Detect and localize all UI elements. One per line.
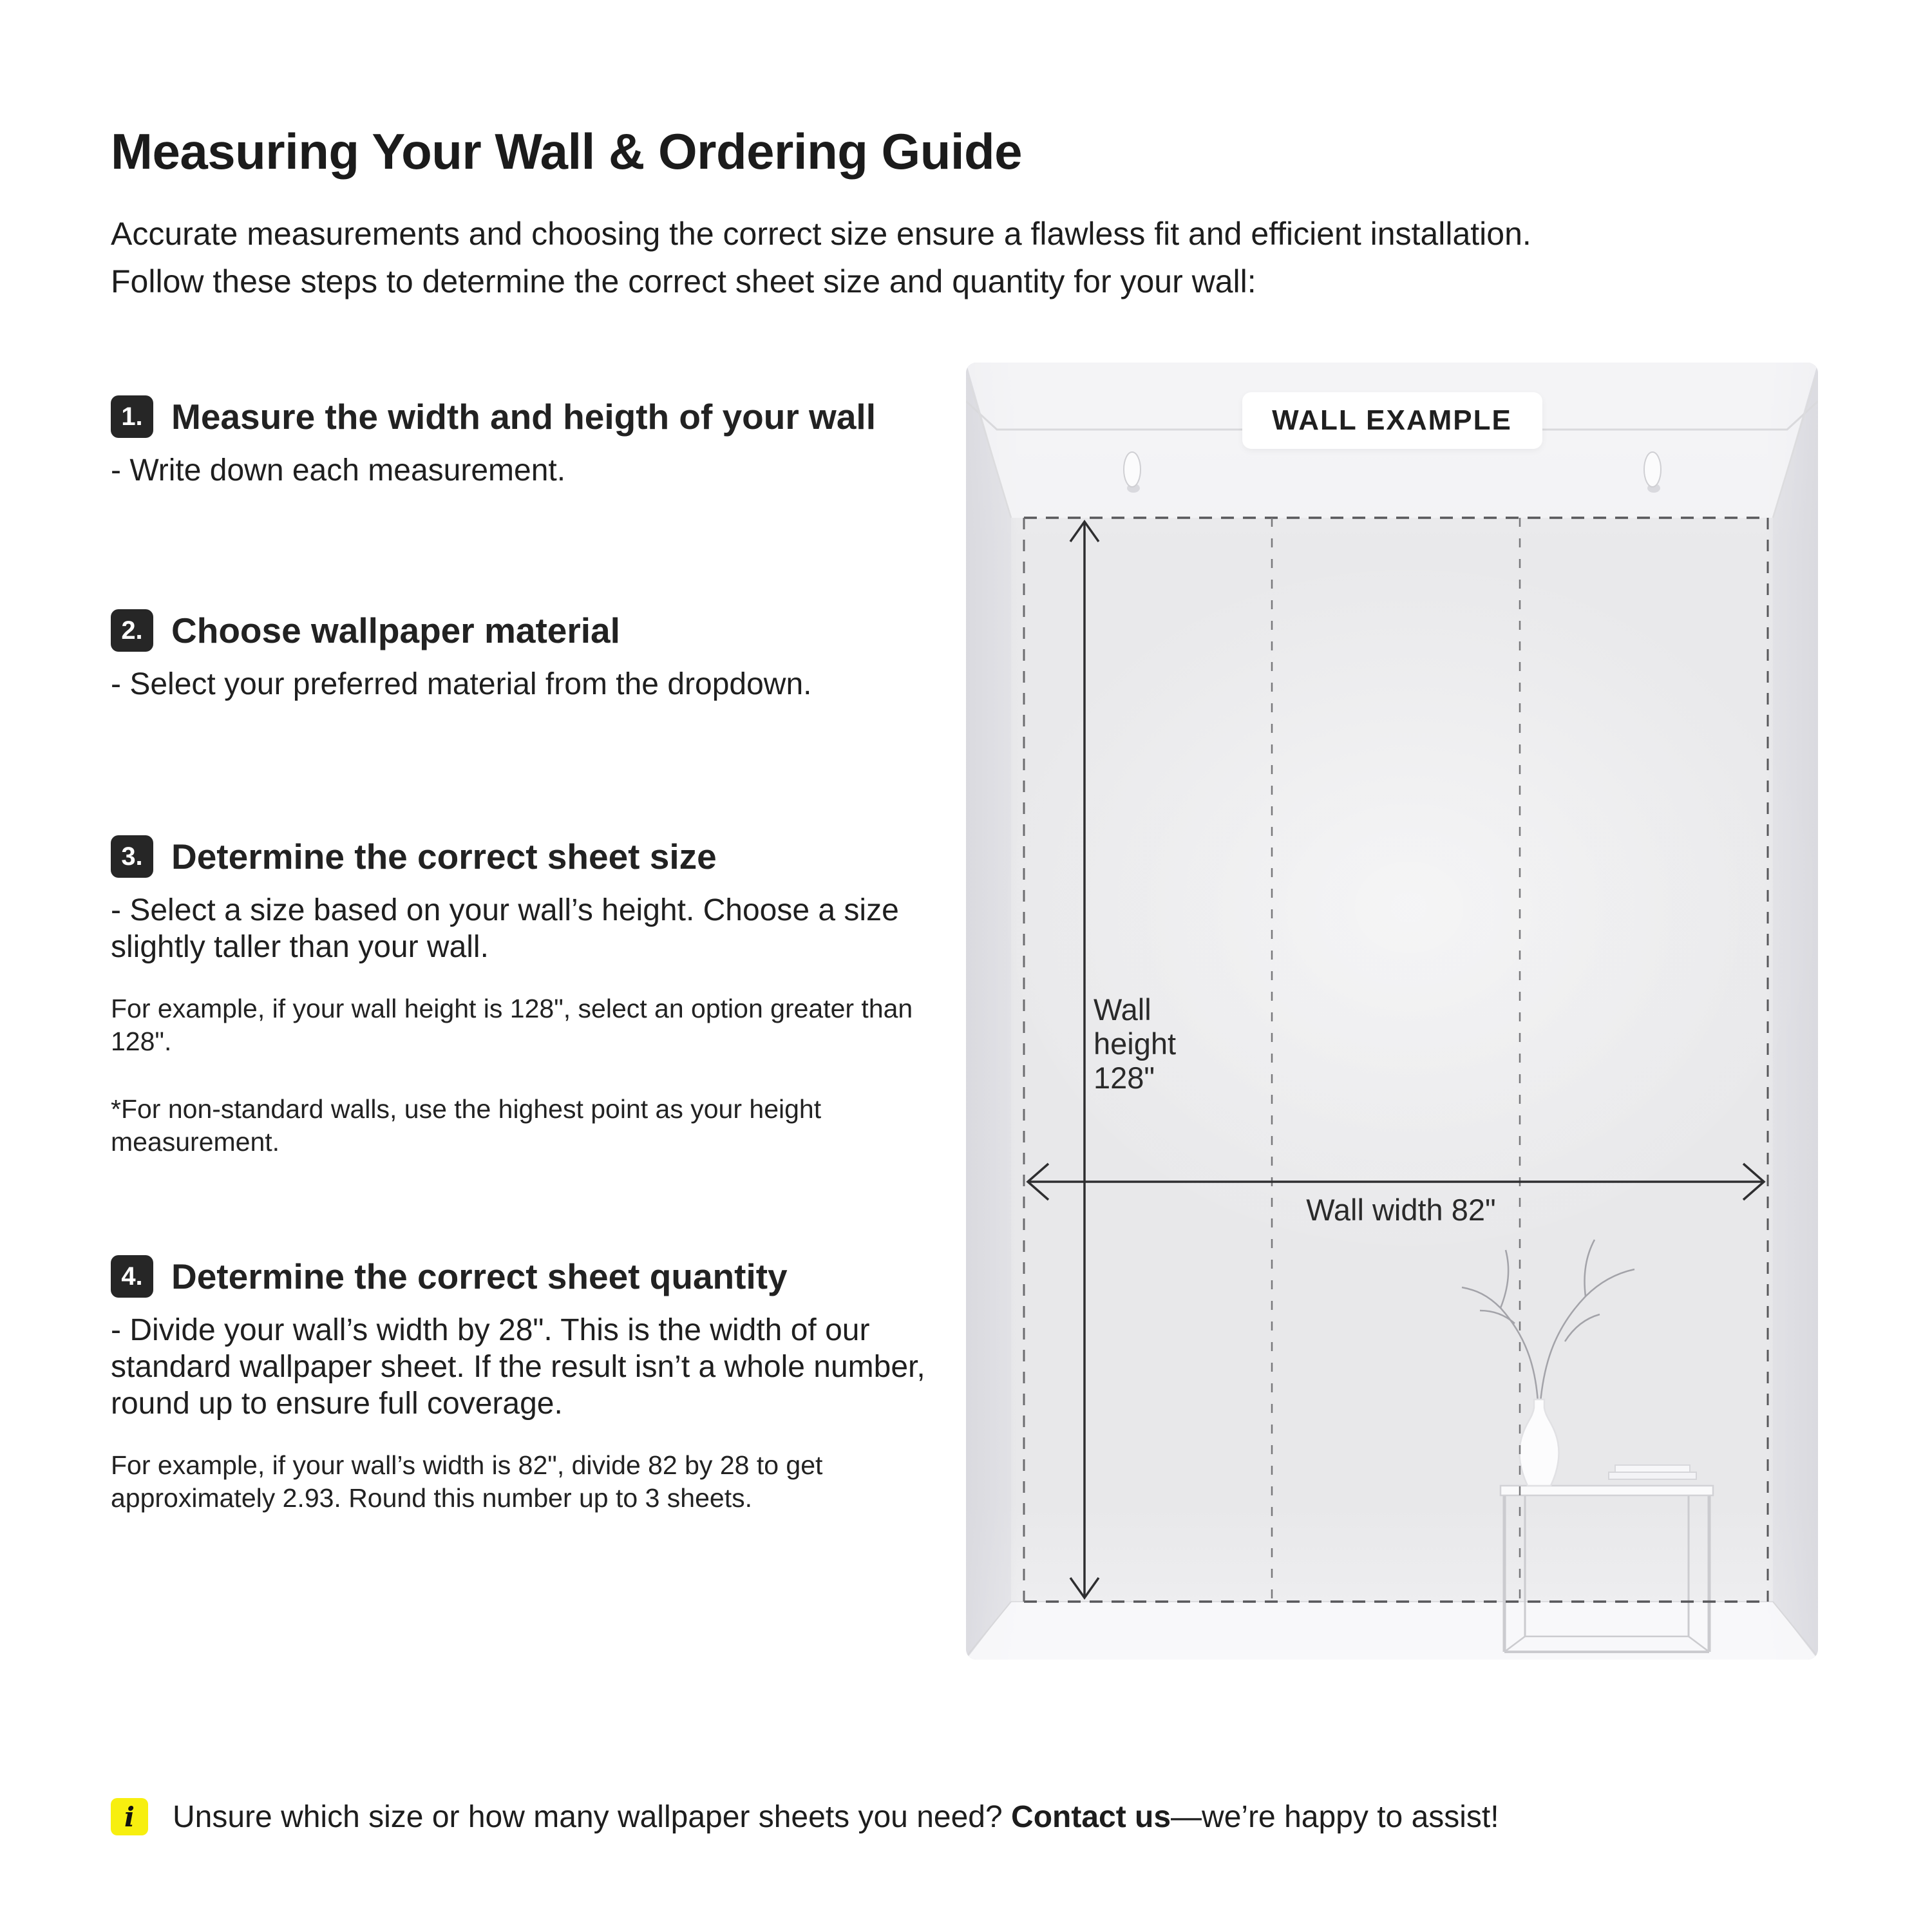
- page-title: Measuring Your Wall & Ordering Guide: [111, 123, 1023, 180]
- contact-note-before: Unsure which size or how many wallpaper sheets you need?: [173, 1799, 1012, 1834]
- step-4-example-note: For example, if your wall’s width is 82", divide 82 by 28 to get approximately 2.93. Round this number up to 3 sheets.: [111, 1450, 823, 1513]
- intro-text: [111, 210, 1837, 305]
- step-1-number-badge: 1.: [111, 395, 153, 438]
- step-4-description: - Divide your wall’s width by 28". This is the width of our standard wallpaper sheet. If the result isn’t a whole number, round up to ensure full coverage.: [111, 1313, 925, 1421]
- step-3-title: Determine the correct sheet size: [171, 837, 717, 876]
- step-4: [111, 1255, 942, 1515]
- info-icon: i: [111, 1798, 148, 1835]
- contact-note-text: [173, 1799, 1499, 1835]
- contact-note: [111, 1798, 1499, 1835]
- books-icon: [1609, 1465, 1696, 1479]
- step-2-heading: [111, 609, 942, 652]
- wall-height-label: [1094, 992, 1176, 1095]
- left-wall-plane: [966, 363, 1011, 1660]
- wall-height-label-line-1: Wall: [1094, 992, 1151, 1027]
- step-1-heading: [111, 395, 942, 438]
- contact-note-after: —we’re happy to assist!: [1171, 1799, 1499, 1834]
- step-2-title: Choose wallpaper material: [171, 611, 620, 650]
- step-1-title: Measure the width and heigth of your wall: [171, 397, 876, 437]
- step-3-asterisk-note: *For non-standard walls, use the highest point as your height measurement.: [111, 1094, 822, 1157]
- wall-height-label-line-3: 128": [1094, 1061, 1155, 1095]
- wall-height-label-line-2: height: [1094, 1027, 1177, 1061]
- wall-width-label: Wall width 82": [1306, 1193, 1496, 1227]
- step-2: [111, 609, 942, 703]
- branches-icon: [1462, 1240, 1634, 1402]
- vase-icon: [1520, 1399, 1559, 1486]
- step-3: [111, 835, 942, 1159]
- step-3-number-badge: 3.: [111, 835, 153, 878]
- step-1: [111, 395, 942, 489]
- step-3-description: - Select a size based on your wall’s height. Choose a size slightly taller than your wall.: [111, 893, 899, 964]
- wall-example-badge: WALL EXAMPLE: [1242, 392, 1542, 449]
- contact-us-link[interactable]: Contact us: [1011, 1799, 1171, 1834]
- step-1-description: - Write down each measurement.: [111, 453, 566, 488]
- step-4-heading: [111, 1255, 942, 1298]
- intro-line-1: Accurate measurements and choosing the correct size ensure a flawless fit and efficient installation.: [111, 216, 1531, 252]
- right-wall-plane: [1773, 363, 1818, 1660]
- step-2-description: - Select your preferred material from the dropdown.: [111, 667, 812, 701]
- wall-example-image: [966, 363, 1818, 1660]
- step-2-number-badge: 2.: [111, 609, 153, 652]
- intro-line-2: Follow these steps to determine the correct sheet size and quantity for your wall:: [111, 263, 1256, 299]
- step-3-example-note: For example, if your wall height is 128", select an option greater than 128".: [111, 994, 913, 1056]
- step-3-heading: [111, 835, 942, 878]
- step-4-title: Determine the correct sheet quantity: [171, 1256, 788, 1296]
- step-4-number-badge: 4.: [111, 1255, 153, 1298]
